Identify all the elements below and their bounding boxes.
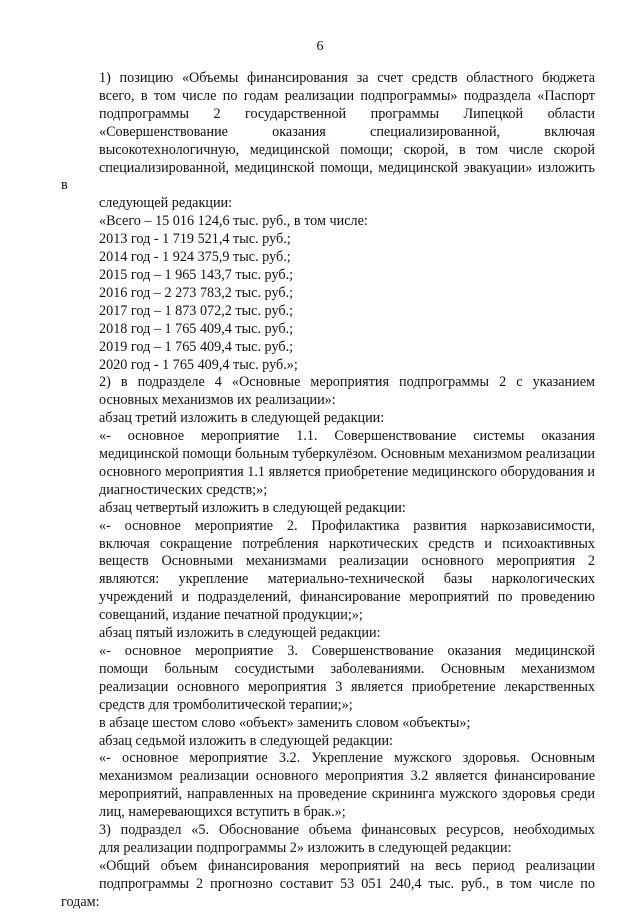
funding-list [61,213,595,374]
funding-year: 2016 год – 2 273 783,2 тыс. руб.; [99,284,294,301]
text-line: являются: укрепление материально-технической базы наркологических [99,571,595,588]
text-line: следующей редакции: [99,195,233,212]
text-line: для реализации подпрограммы 2» изложить в следующей редакции: [99,839,512,856]
paragraph-activity-1-1 [61,428,595,500]
text-line: веществ Основными механизмами реализации основного мероприятия 2 [99,553,595,570]
text-line: «Совершенствование оказания специализированной, включая [99,123,595,140]
paragraph-subsection-5 [61,822,595,858]
funding-year: 2015 год – 1 965 143,7 тыс. руб.; [99,266,294,283]
paragraph-instruction: абзац четвертый изложить в следующей редакции: [99,499,406,516]
text-line: 1) позицию «Объемы финансирования за счет средств областного бюджета [99,70,595,86]
text-line: «- основное мероприятие 3. Совершенствование оказания медицинской [99,643,595,659]
funding-year: 2014 год - 1 924 375,9 тыс. руб.; [99,249,291,266]
funding-total: «Всего – 15 016 124,6 тыс. руб., в том числе: [99,213,368,230]
text-line: 2) в подразделе 4 «Основные мероприятия подпрограммы 2 с указанием [99,374,595,391]
text-line: «Общий объем финансирования мероприятий на весь период реализации [99,857,595,874]
page-number: 6 [316,39,324,54]
text-line: механизмом реализации основного мероприятия 3.2 является финансирование [99,768,595,785]
paragraph-activity-2 [61,518,595,625]
text-line: специализированной, медицинской помощи, медицинской эвакуации» изложить в [61,159,595,194]
paragraph-subsection-4 [61,374,595,410]
paragraph-activity-3 [61,643,595,715]
text-line: высокотехнологичную, медицинской помощи; скорой, в том числе скорой [99,141,595,158]
document-body [61,70,595,912]
funding-year: 2019 год – 1 765 409,4 тыс. руб.; [99,338,294,355]
text-line: подпрограммы 2 государственной программы Липецкой области [99,105,595,122]
text-line: средств для тромболитической терапии;»; [99,696,353,713]
paragraph-instruction: абзац седьмой изложить в следующей редакции: [99,732,394,749]
text-line: лиц, намеревающихся вступить в брак.»; [99,804,346,821]
paragraph-activity-3-2 [61,750,595,822]
text-line: помощи больным сосудистыми заболеваниями. Основным механизмом [99,660,595,677]
text-line: всего, в том числе по годам реализации подпрограммы» подраздела «Паспорт [99,87,595,104]
text-line: учреждений и подразделений, финансирование мероприятий по проведению [99,589,595,606]
paragraph-instruction: в абзаце шестом слово «объект» заменить словом «объекты»; [99,714,471,731]
funding-year: 2017 год – 1 873 072,2 тыс. руб.; [99,302,294,319]
paragraph-instruction: абзац третий изложить в следующей редакции: [99,410,385,427]
text-line: «- основное мероприятие 1.1. Совершенствование системы оказания [99,428,595,445]
text-line: включая сокращение потребления наркотических средств и психоактивных [99,535,595,552]
text-line: мероприятий, направленных на проведение скрининга мужского здоровья среди [99,786,595,803]
text-line: основного мероприятия 1.1 является приобретение медицинского оборудования и [99,463,595,480]
funding-year: 2020 год - 1 765 409,4 тыс. руб.»; [99,356,298,373]
paragraph-instruction: абзац пятый изложить в следующей редакции: [99,625,381,642]
text-line: 3) подраздел «5. Обоснование объема финансовых ресурсов, необходимых [99,822,595,839]
text-line: подпрограммы 2 прогнозно составит 53 051 240,4 тыс. руб., в том числе по годам: [61,875,595,910]
text-line: диагностических средств;»; [99,481,268,498]
text-line: «- основное мероприятие 2. Профилактика развития наркозависимости, [99,517,595,534]
text-line: основных механизмов их реализации»: [99,392,336,409]
text-line: «- основное мероприятие 3.2. Укрепление мужского здоровья. Основным [99,750,595,767]
funding-year: 2018 год – 1 765 409,4 тыс. руб.; [99,320,294,337]
paragraph-position-change [61,70,595,213]
text-line: реализации основного мероприятия 3 является приобретение лекарственных [99,678,595,695]
text-line: медицинской помощи больным туберкулёзом. Основным механизмом реализации [99,446,595,463]
funding-year: 2013 год - 1 719 521,4 тыс. руб.; [99,231,291,248]
paragraph-total-financing [61,858,595,912]
text-line: совещаний, издание печатной продукции;»; [99,607,363,624]
